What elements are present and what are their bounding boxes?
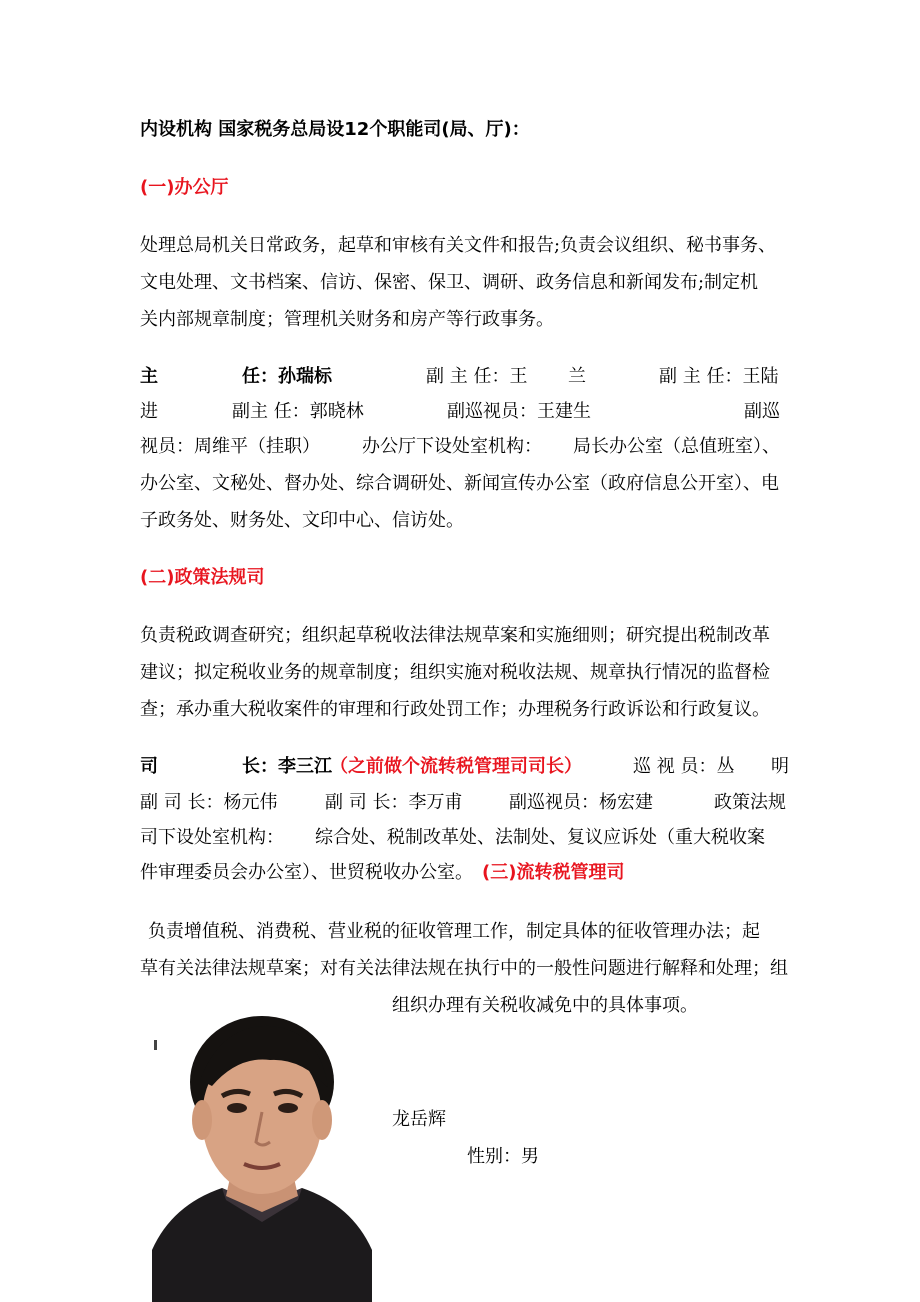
office-leader-line bbox=[140, 400, 800, 424]
section-title-policy: (二)政策法规司 bbox=[140, 567, 265, 588]
policy-leader-note: （之前做个流转税管理司司长） bbox=[330, 756, 582, 777]
person-gender: 性别：男 bbox=[467, 1146, 539, 1167]
office-duty-line: 文电处理、文书档案、信访、保密、保卫、调研、政务信息和新闻发布;制定机 bbox=[140, 272, 759, 293]
policy-leader-text: 副巡视员：杨宏建 bbox=[509, 792, 653, 813]
person-name: 龙岳辉 bbox=[392, 1109, 446, 1130]
office-leader-text: 兰 bbox=[568, 366, 586, 387]
turnover-duty-line: 草有关法律法规草案；对有关法律法规在执行中的一般性问题进行解释和处理；组 bbox=[140, 958, 788, 979]
office-leader-text: 任：孙瑞标 bbox=[242, 366, 332, 387]
turnover-duty-line: 负责增值税、消费税、营业税的征收管理工作，制定具体的征收管理办法；起 bbox=[148, 921, 760, 942]
office-leader-text: 副巡 bbox=[744, 401, 780, 422]
office-leader-line bbox=[140, 365, 800, 389]
office-leader-text: 进 bbox=[140, 401, 158, 422]
office-leader-text: 主 bbox=[140, 366, 158, 387]
portrait-photo bbox=[152, 1000, 372, 1302]
section-title-office: (一)办公厅 bbox=[140, 177, 229, 198]
policy-leader-text: 副 司 长：杨元伟 bbox=[140, 792, 278, 813]
policy-leader-text: 政策法规 bbox=[714, 792, 786, 813]
page-heading bbox=[140, 118, 530, 142]
office-leader-text: 视员：周维平（挂职） bbox=[140, 436, 320, 457]
policy-duty-line: 查；承办重大税收案件的审理和行政处罚工作；办理税务行政诉讼和行政复议。 bbox=[140, 699, 770, 720]
heading-prefix: 内设机构 bbox=[140, 119, 212, 140]
office-leader-text: 副 主 任：王陆 bbox=[659, 366, 779, 387]
office-duty-line: 关内部规章制度；管理机关财务和房产等行政事务。 bbox=[140, 309, 554, 330]
turnover-duty-line: 组织办理有关税收减免中的具体事项。 bbox=[392, 995, 698, 1016]
policy-leader-text: 巡 视 员：丛 bbox=[633, 756, 735, 777]
office-leader-text: 局长办公室（总值班室）、 bbox=[573, 436, 780, 457]
office-leader-text: 副主 任：郭晓林 bbox=[232, 401, 364, 422]
policy-leader-text: 长：李三江 bbox=[242, 756, 332, 777]
policy-leader-line bbox=[140, 755, 800, 779]
policy-leader-line bbox=[140, 826, 800, 850]
office-leader-text: 副巡视员：王建生 bbox=[447, 401, 591, 422]
policy-leader-text: 综合处、税制改革处、法制处、复议应诉处（重大税收案 bbox=[315, 827, 765, 848]
policy-leader-text: 明 bbox=[771, 756, 789, 777]
office-leader-line bbox=[140, 435, 800, 459]
policy-leader-text: 司 bbox=[140, 756, 158, 777]
office-leader-line: 办公室、文秘处、督办处、综合调研处、新闻宣传办公室（政府信息公开室）、电 bbox=[140, 473, 779, 494]
policy-leader-line bbox=[140, 791, 800, 815]
policy-leader-text: 副 司 长：李万甫 bbox=[325, 792, 463, 813]
policy-duty-line: 建议；拟定税收业务的规章制度；组织实施对税收法规、规章执行情况的监督检 bbox=[140, 662, 770, 683]
office-leader-line: 子政务处、财务处、文印中心、信访处。 bbox=[140, 510, 464, 531]
policy-leader-line bbox=[140, 861, 800, 885]
section-title-turnover: (三)流转税管理司 bbox=[482, 862, 625, 883]
policy-leader-text: 件审理委员会办公室）、世贸税收办公室。 bbox=[140, 862, 473, 883]
office-leader-text: 办公厅下设处室机构： bbox=[362, 436, 542, 457]
policy-duty-line: 负责税政调查研究；组织起草税收法律法规草案和实施细则；研究提出税制改革 bbox=[140, 625, 770, 646]
office-duty-line: 处理总局机关日常政务，起草和审核有关文件和报告;负责会议组织、秘书事务、 bbox=[140, 235, 777, 256]
policy-leader-text: 司下设处室机构： bbox=[140, 827, 284, 848]
heading-text: 国家税务总局设12个职能司(局、厅)： bbox=[218, 119, 530, 140]
office-leader-text: 副 主 任：王 bbox=[426, 366, 528, 387]
